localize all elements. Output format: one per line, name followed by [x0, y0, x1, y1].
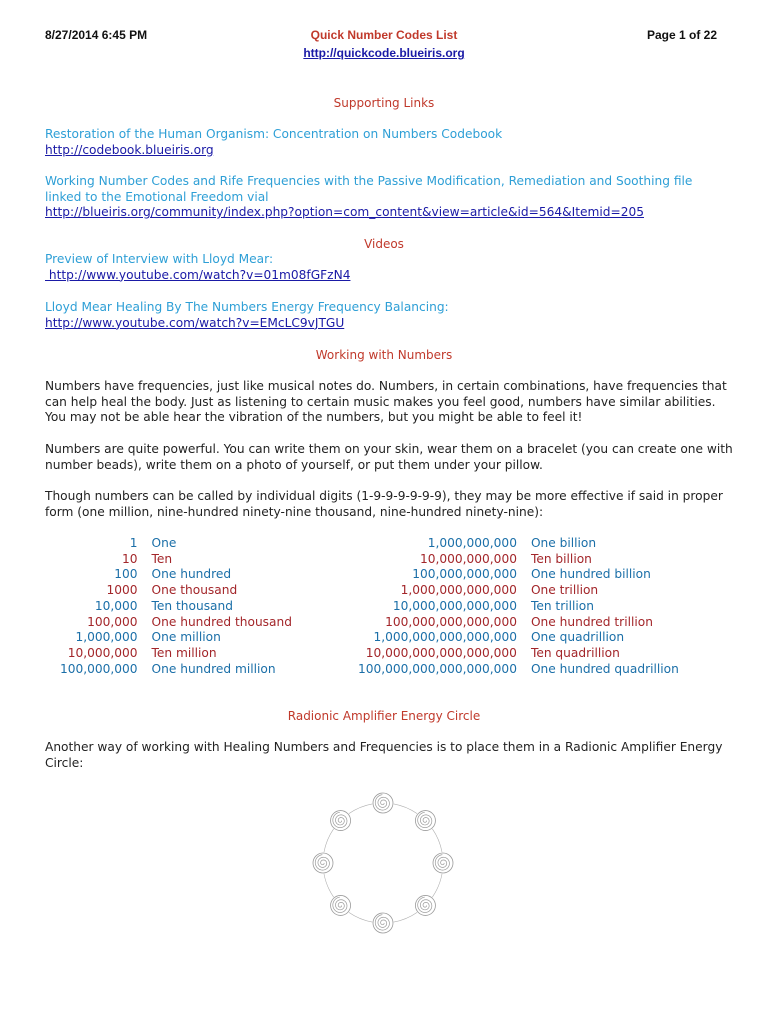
number-value: 1	[129, 536, 138, 550]
spiral-node	[331, 895, 351, 915]
table-row	[358, 630, 679, 646]
number-word: One hundred	[151, 567, 232, 582]
videos-heading: Videos	[364, 237, 404, 251]
spiral-node	[373, 793, 393, 813]
header-url-link[interactable]: http://quickcode.blueiris.org	[303, 46, 465, 60]
link-block-codebook	[45, 127, 735, 158]
link-codebook[interactable]: http://codebook.blueiris.org	[45, 142, 214, 157]
number-word: One hundred thousand	[151, 614, 292, 629]
print-datetime: 8/27/2014 6:45 PM	[45, 28, 148, 42]
number-word: One trillion	[530, 583, 599, 598]
table-row	[358, 536, 679, 552]
ring-arc	[324, 874, 334, 897]
number-value: 1000	[106, 583, 138, 598]
video-title-preview: Preview of Interview with Lloyd Mear:	[45, 252, 274, 266]
table-row	[358, 599, 679, 615]
table-row	[358, 552, 679, 568]
table-row	[358, 567, 679, 583]
link-block-working-codes	[45, 174, 735, 221]
number-value: 100,000,000,000,000,000	[358, 661, 517, 676]
number-value: 10,000	[94, 598, 138, 613]
link-title-working-codes-1: Working Number Codes and Rife Frequencies with the Passive Modification, Remediation and Soothing file	[45, 174, 693, 188]
link-title-codebook: Restoration of the Human Organism: Concentration on Numbers Codebook	[45, 127, 503, 141]
number-value: 1,000,000,000,000,000	[373, 630, 517, 645]
spiral-node	[373, 913, 393, 933]
number-word: Ten	[151, 551, 173, 566]
ring-arc	[349, 804, 372, 814]
number-value: 100,000	[87, 614, 138, 629]
number-word: Ten billion	[530, 551, 592, 566]
ring-arc	[432, 829, 442, 852]
number-table-left	[60, 536, 292, 677]
working-paragraph-1: Numbers have frequencies, just like musical notes do. Numbers, in certain combinations, have frequencies that can help heal the body. Just as listening to certain music makes you feel good, numbers have similar abilities. You may not be able hear the vibration of the numbers, but you might be able to feel it!	[45, 379, 727, 424]
document-title: Quick Number Codes List	[310, 28, 458, 42]
table-row	[358, 615, 679, 631]
number-value: 1,000,000	[75, 630, 138, 645]
spiral-node	[415, 811, 435, 831]
number-word: Ten thousand	[151, 598, 233, 613]
number-word: One billion	[530, 536, 597, 550]
spiral-node	[331, 811, 351, 831]
radionic-heading: Radionic Amplifier Energy Circle	[287, 709, 481, 723]
video-block-balancing	[45, 300, 735, 331]
table-row	[60, 552, 292, 568]
number-table-right	[358, 536, 679, 677]
number-word: One million	[151, 630, 221, 645]
video-link-preview[interactable]: http://www.youtube.com/watch?v=01m08fGFzN4	[45, 267, 351, 282]
link-title-working-codes-2: linked to the Emotional Freedom vial	[45, 189, 269, 204]
number-word: One hundred quadrillion	[530, 661, 679, 676]
page-number: Page 1 of 22	[646, 28, 717, 42]
ring-arc	[394, 804, 417, 814]
ring-arc	[394, 912, 417, 922]
number-value: 100,000,000	[60, 661, 138, 676]
number-word: Ten quadrillion	[530, 645, 620, 660]
ring-arc	[324, 829, 334, 852]
table-row	[60, 536, 292, 552]
number-value: 100,000,000,000,000	[385, 614, 517, 629]
video-title-balancing: Lloyd Mear Healing By The Numbers Energy Frequency Balancing:	[45, 300, 449, 314]
table-row	[358, 662, 679, 678]
number-word: One quadrillion	[530, 630, 625, 645]
spiral-node	[433, 853, 453, 873]
table-row	[60, 583, 292, 599]
number-word: One thousand	[151, 583, 238, 598]
number-value: 10	[122, 551, 138, 566]
ring-arc	[432, 874, 442, 897]
working-paragraph-3: Though numbers can be called by individual digits (1-9-9-9-9-9-9), they may be more effective if said in proper form (one million, nine-hundred ninety-nine thousand, nine-hundred ninety-nine):	[45, 489, 723, 519]
link-working-codes[interactable]: http://blueiris.org/community/index.php?option=com_content&view=article&id=564&Itemid=205	[45, 205, 644, 219]
number-word: One hundred million	[151, 661, 276, 676]
energy-circle-diagram	[308, 788, 458, 938]
number-word: One	[151, 536, 177, 550]
spiral-node	[313, 853, 333, 873]
table-row	[60, 646, 292, 662]
table-row	[60, 599, 292, 615]
header-url	[0, 46, 768, 60]
number-value: 100,000,000,000	[412, 567, 517, 582]
video-block-preview	[45, 252, 735, 283]
table-row	[60, 662, 292, 678]
number-word: Ten million	[151, 645, 217, 660]
number-word: Ten trillion	[530, 598, 594, 613]
number-word: One hundred billion	[530, 567, 651, 582]
number-value: 100	[114, 567, 138, 582]
number-value: 1,000,000,000,000	[400, 583, 517, 598]
table-row	[358, 646, 679, 662]
table-row	[60, 567, 292, 583]
number-value: 10,000,000,000,000,000	[365, 645, 517, 660]
video-link-balancing[interactable]: http://www.youtube.com/watch?v=EMcLC9vJTGU	[45, 315, 345, 330]
table-row	[60, 615, 292, 631]
number-value: 1,000,000,000	[427, 536, 517, 550]
table-row	[60, 630, 292, 646]
table-row	[358, 583, 679, 599]
spiral-node	[415, 895, 435, 915]
number-value: 10,000,000,000,000	[392, 598, 517, 613]
supporting-links-heading: Supporting Links	[333, 96, 435, 110]
number-value: 10,000,000	[67, 645, 138, 660]
working-heading: Working with Numbers	[315, 348, 453, 362]
number-value: 10,000,000,000	[420, 551, 517, 566]
working-paragraph-2: Numbers are quite powerful. You can write them on your skin, wear them on a bracelet (you can create one with number beads), write them on a photo of yourself, or put them under your pillow.	[45, 442, 733, 472]
radionic-paragraph: Another way of working with Healing Numbers and Frequencies is to place them in a Radionic Amplifier Energy Circle:	[45, 740, 723, 770]
ring-arc	[349, 912, 372, 922]
number-word: One hundred trillion	[530, 614, 653, 629]
